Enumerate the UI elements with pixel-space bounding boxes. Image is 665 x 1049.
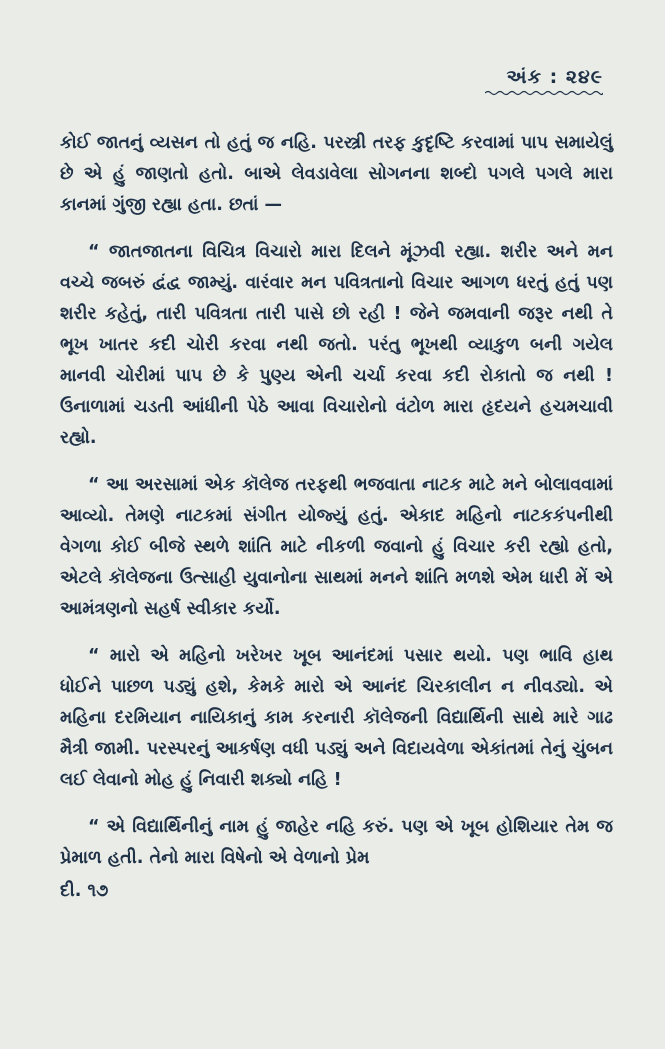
- signature-mark: દી. ૧૭: [60, 881, 109, 901]
- issue-number: અંક : ૨૪૯: [506, 66, 603, 88]
- body-text: [60, 128, 613, 907]
- wavy-underline-icon: [485, 90, 603, 96]
- paragraph-5: “ એ વિદ્યાર્થિનીનું નામ હું જાહેર નહિ કરું. પણ એ ખૂબ હોશિયાર તેમ જ પ્રેમાળ હતી. તેનો મારા વિષેનો એ વેળાનો પ્રેમ: [60, 817, 613, 868]
- paragraph-2: “ જાતજાતના વિચિત્ર વિચારો મારા દિલને મૂંઝવી રહ્યા. શરીર અને મન વચ્ચે જબરું દ્વંદ્વ જામ્યું. વારંવાર મન પવિત્રતાનો વિચાર આગળ ધરતું હતું પણ શરીર કહેતું, તારી પવિત્રતા તારી પાસે છો રહી ! જેને જમવાની જરૂર નથી તે ભૂખ ખાતર કદી ચોરી કરવા નથી જતો. પરંતુ ભૂખથી વ્યાકુળ બની ગયેલ માનવી ચોરીમાં પાપ છે કે પુણ્ય એની ચર્ચા કરવા કદી રોકાતો જ નથી ! ઉનાળામાં ચડતી આંધીની પેઠે આવા વિચારોનો વંટોળ મારા હૃદયને હચમચાવી રહ્યો.: [60, 242, 613, 448]
- page-header: [485, 66, 603, 96]
- paragraph-3: “ આ અરસામાં એક કૉલેજ તરફથી ભજવાતા નાટક માટે મને બોલાવવામાં આવ્યો. તેમણે નાટકમાં સંગીત યોજ્યું હતું. એકાદ મહિનો નાટકકંપનીથી વેગળા કોઈ બીજે સ્થળે શાંતિ માટે નીકળી જવાનો હું વિચાર કરી રહ્યો હતો, એટલે કૉલેજના ઉત્સાહી યુવાનોના સાથમાં મનને શાંતિ મળશે એમ ધારી મેં એ આમંત્રણનો સહર્ષ સ્વીકાર કર્યો.: [60, 475, 613, 619]
- paragraph-4: “ મારો એ મહિનો ખરેખર ખૂબ આનંદમાં પસાર થયો. પણ ભાવિ હાથ ધોઈને પાછળ પડ્યું હશે, કેમકે મારો એ આનંદ ચિરકાલીન ન નીવડ્યો. એ મહિના દરમિયાન નાયિકાનું કામ કરનારી કૉલેજની વિદ્યાર્થિની સાથે મારે ગાઢ મૈત્રી જામી. પરસ્પરનું આકર્ષણ વધી પડ્યું અને વિદાયવેળા એકાંતમાં તેનું ચુંબન લઈ લેવાનો મોહ હું નિવારી શક્યો નહિ !: [60, 646, 613, 790]
- paragraph-1: કોઈ જાતનું વ્યસન તો હતું જ નહિ. પરસ્ત્રી તરફ કુદૃષ્ટિ કરવામાં પાપ સમાયેલું છે એ હું જાણતો હતો. બાએ લેવડાવેલા સોગનના શબ્દો પગલે પગલે મારા કાનમાં ગુંજી રહ્યા હતા. છતાં —: [60, 133, 613, 215]
